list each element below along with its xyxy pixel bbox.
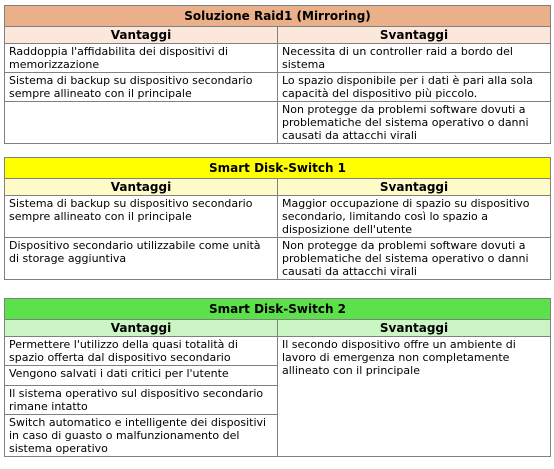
ds1-pro-2: Dispositivo secondario utilizzabile come unità di storage aggiuntiva xyxy=(5,238,278,280)
ds2-pro-2: Vengono salvati i dati critici per l'utente xyxy=(5,366,278,386)
ds1-title: Smart Disk-Switch 1 xyxy=(5,158,551,179)
raid1-pro-empty xyxy=(5,102,278,144)
raid1-pro-2: Sistema di backup su dispositivo secondario sempre allineato con il principale xyxy=(5,73,278,102)
ds1-con-2: Non protegge da problemi software dovuti a problematiche del sistema operativo o danni causati da attacchi virali xyxy=(278,238,551,280)
ds1-header-con: Svantaggi xyxy=(278,179,551,196)
ds2-title: Smart Disk-Switch 2 xyxy=(5,299,551,320)
raid1-header-con: Svantaggi xyxy=(278,27,551,44)
raid1-con-3: Non protegge da problemi software dovuti a problematiche del sistema operativo o danni causati da attacchi virali xyxy=(278,102,551,144)
raid1-con-2: Lo spazio disponibile per i dati è pari alla sola capacità del dispositivo più piccolo. xyxy=(278,73,551,102)
ds2-table xyxy=(4,298,551,457)
raid1-title: Soluzione Raid1 (Mirroring) xyxy=(5,6,551,27)
raid1-table xyxy=(4,5,551,144)
ds2-pro-4: Switch automatico e intelligente dei dispositivi in caso di guasto o malfunzionamento del sistema operativo xyxy=(5,415,278,457)
ds2-header-pro: Vantaggi xyxy=(5,320,278,337)
ds2-pro-3: Il sistema operativo sul dispositivo secondario rimane intatto xyxy=(5,386,278,415)
ds1-table xyxy=(4,157,551,280)
raid1-pro-1: Raddoppia l'affidabilita dei dispositivi di memorizzazione xyxy=(5,44,278,73)
ds2-con-1: Il secondo dispositivo offre un ambiente di lavoro di emergenza non completamente allineato con il principale xyxy=(278,337,551,457)
ds2-pro-1: Permettere l'utilizzo della quasi totalità di spazio offerta dal dispositivo secondario xyxy=(5,337,278,366)
ds2-header-con: Svantaggi xyxy=(278,320,551,337)
ds1-header-pro: Vantaggi xyxy=(5,179,278,196)
raid1-header-pro: Vantaggi xyxy=(5,27,278,44)
ds1-pro-1: Sistema di backup su dispositivo secondario sempre allineato con il principale xyxy=(5,196,278,238)
ds1-con-1: Maggior occupazione di spazio su dispositivo secondario, limitando così lo spazio a disposizione dell'utente xyxy=(278,196,551,238)
raid1-con-1: Necessita di un controller raid a bordo del sistema xyxy=(278,44,551,73)
